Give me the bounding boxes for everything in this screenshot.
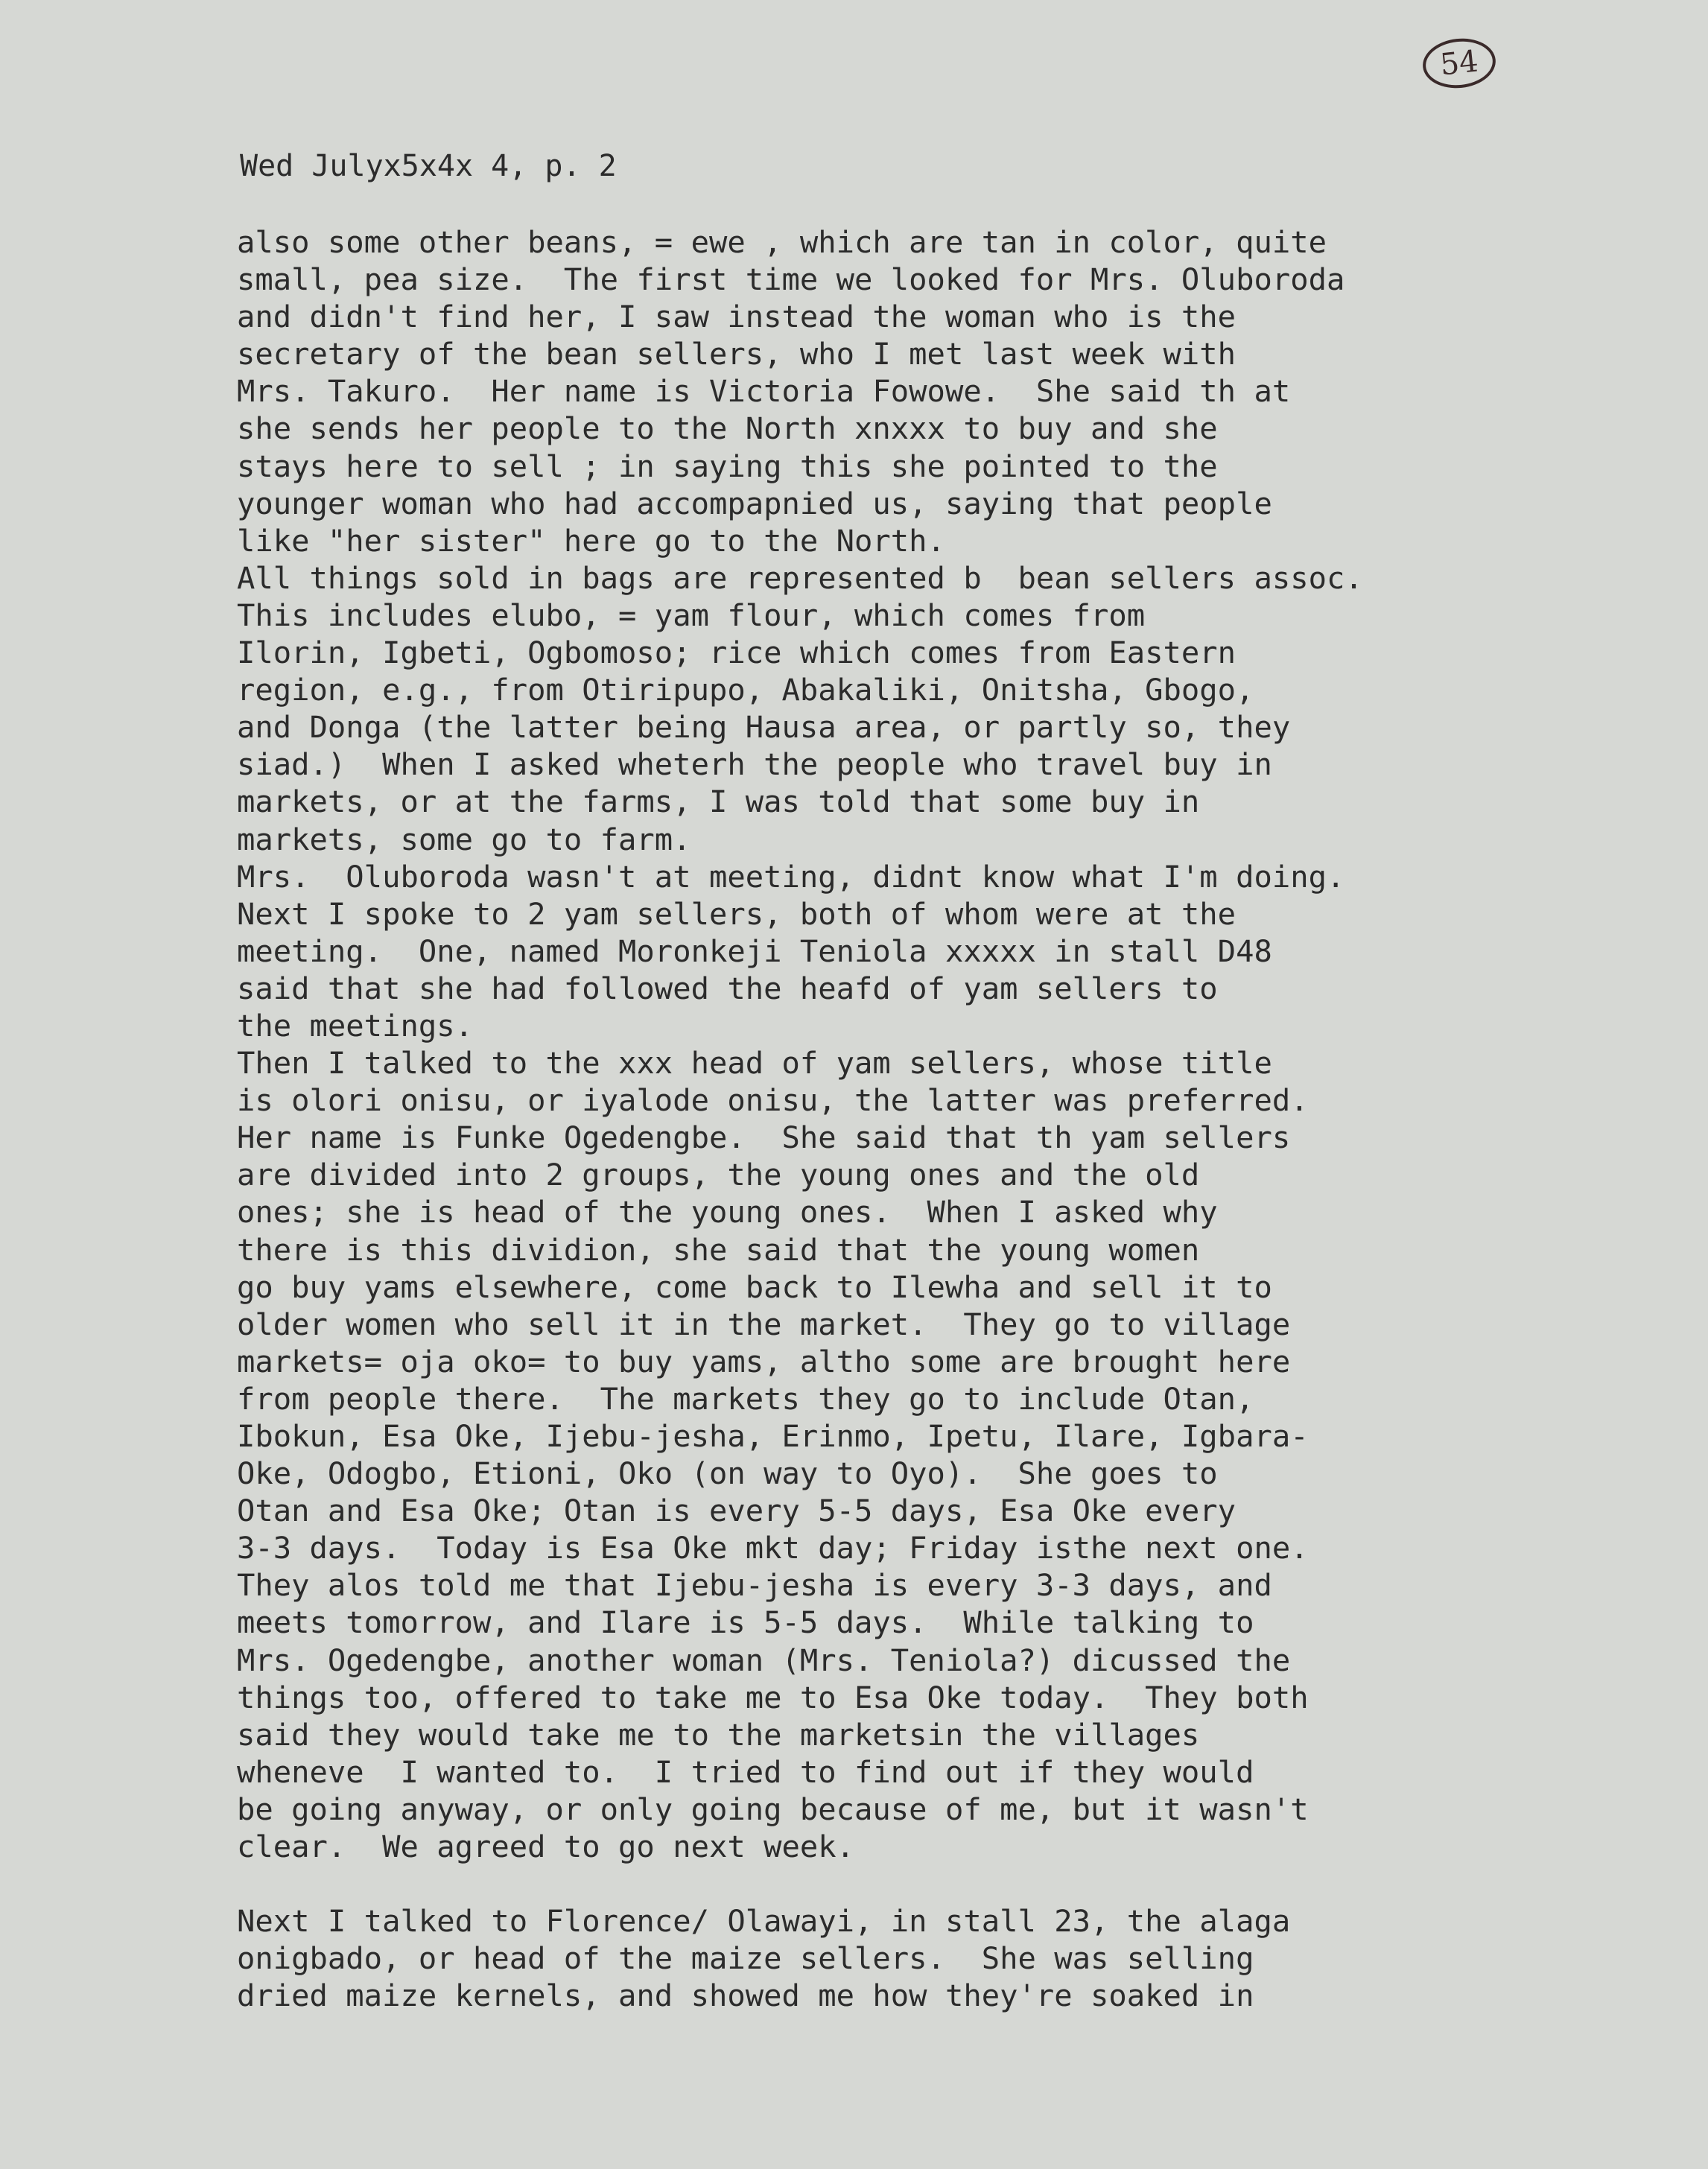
text-line: older women who sell it in the market. They go to village bbox=[237, 1306, 1291, 1342]
text-line: Next I spoke to 2 yam sellers, both of whom were at the bbox=[237, 895, 1236, 932]
text-line: Mrs. Takuro. Her name is Victoria Fowowe. She said th at bbox=[237, 373, 1291, 410]
text-line: said they would take me to the marketsin the villages bbox=[237, 1716, 1200, 1753]
text-line: Ibokun, Esa Oke, Ijebu-jesha, Erinmo, Ipetu, Ilare, Igbara- bbox=[237, 1418, 1309, 1454]
text-line: and Donga (the latter being Hausa area, or partly so, they bbox=[237, 709, 1291, 746]
text-line: markets= oja oko= to buy yams, altho some are brought here bbox=[237, 1343, 1291, 1379]
text-line: Her name is Funke Ogedengbe. She said that th yam sellers bbox=[237, 1120, 1291, 1156]
text-line: Next I talked to Florence/ Olawayi, in stall 23, the alaga bbox=[237, 1903, 1291, 1940]
text-line: meeting. One, named Moronkeji Teniola xxxxx in stall D48 bbox=[237, 933, 1272, 969]
text-line: 3-3 days. Today is Esa Oke mkt day; Friday isthe next one. bbox=[237, 1530, 1309, 1566]
text-line: wheneve I wanted to. I tried to find out if they would bbox=[237, 1753, 1254, 1790]
text-line: region, e.g., from Otiripupo, Abakaliki, Onitsha, Gbogo, bbox=[237, 672, 1254, 708]
text-line: from people there. The markets they go to include Otan, bbox=[237, 1380, 1254, 1417]
text-line: things too, offered to take me to Esa Oke today. They both bbox=[237, 1679, 1309, 1715]
text-line: secretary of the bean sellers, who I met last week with bbox=[237, 336, 1236, 372]
text-line: like "her sister" here go to the North. bbox=[237, 522, 945, 559]
text-line: small, pea size. The first time we looked for Mrs. Oluboroda bbox=[237, 261, 1345, 298]
page-header: Wed Julyx5x4x 4, p. 2 bbox=[240, 149, 617, 183]
text-line: Otan and Esa Oke; Otan is every 5-5 days, Esa Oke every bbox=[237, 1493, 1236, 1529]
text-line: is olori onisu, or iyalode onisu, the latter was preferred. bbox=[237, 1082, 1309, 1119]
text-line: and didn't find her, I saw instead the woman who is the bbox=[237, 299, 1236, 335]
text-line: They alos told me that Ijebu-jesha is every 3-3 days, and bbox=[237, 1567, 1272, 1604]
text-line: dried maize kernels, and showed me how they're soaked in bbox=[237, 1978, 1254, 2014]
text-line: are divided into 2 groups, the young ones and the old bbox=[237, 1157, 1200, 1193]
text-line: All things sold in bags are represented b bean sellers assoc. bbox=[237, 559, 1363, 596]
text-line: said that she had followed the heafd of yam sellers to bbox=[237, 970, 1218, 1006]
text-line: ones; she is head of the young ones. When I asked why bbox=[237, 1194, 1218, 1230]
text-line: Then I talked to the xxx head of yam sellers, whose title bbox=[237, 1045, 1272, 1082]
text-line: markets, or at the farms, I was told that some buy in bbox=[237, 784, 1200, 820]
text-line: meets tomorrow, and Ilare is 5-5 days. While talking to bbox=[237, 1604, 1254, 1641]
typed-body-text bbox=[237, 223, 1682, 2015]
text-line: stays here to sell ; in saying this she pointed to the bbox=[237, 448, 1218, 484]
text-line: siad.) When I asked wheterh the people who travel buy in bbox=[237, 746, 1272, 783]
text-line: This includes elubo, = yam flour, which comes from bbox=[237, 597, 1146, 633]
text-line: also some other beans, = ewe , which are tan in color, quite bbox=[237, 224, 1327, 260]
text-line: clear. We agreed to go next week. bbox=[237, 1829, 855, 1865]
text-line: go buy yams elsewhere, come back to Ilewha and sell it to bbox=[237, 1268, 1272, 1305]
text-line: younger woman who had accompapnied us, saying that people bbox=[237, 485, 1272, 521]
text-line: Ilorin, Igbeti, Ogbomoso; rice which comes from Eastern bbox=[237, 635, 1236, 671]
text-line: the meetings. bbox=[237, 1007, 473, 1044]
text-line: be going anyway, or only going because of me, but it wasn't bbox=[237, 1791, 1309, 1827]
text-line: there is this dividion, she said that the young women bbox=[237, 1231, 1200, 1268]
text-line: onigbado, or head of the maize sellers. She was selling bbox=[237, 1940, 1254, 1977]
text-line: Oke, Odogbo, Etioni, Oko (on way to Oyo). She goes to bbox=[237, 1455, 1218, 1492]
page-number: 54 bbox=[1420, 35, 1498, 92]
text-line: Mrs. Oluboroda wasn't at meeting, didnt know what I'm doing. bbox=[237, 858, 1345, 895]
text-line: she sends her people to the North xnxxx to buy and she bbox=[237, 410, 1218, 447]
text-line: markets, some go to farm. bbox=[237, 821, 691, 857]
text-line: Mrs. Ogedengbe, another woman (Mrs. Teniola?) dicussed the bbox=[237, 1642, 1291, 1678]
paragraph-gap bbox=[237, 1865, 1682, 1902]
